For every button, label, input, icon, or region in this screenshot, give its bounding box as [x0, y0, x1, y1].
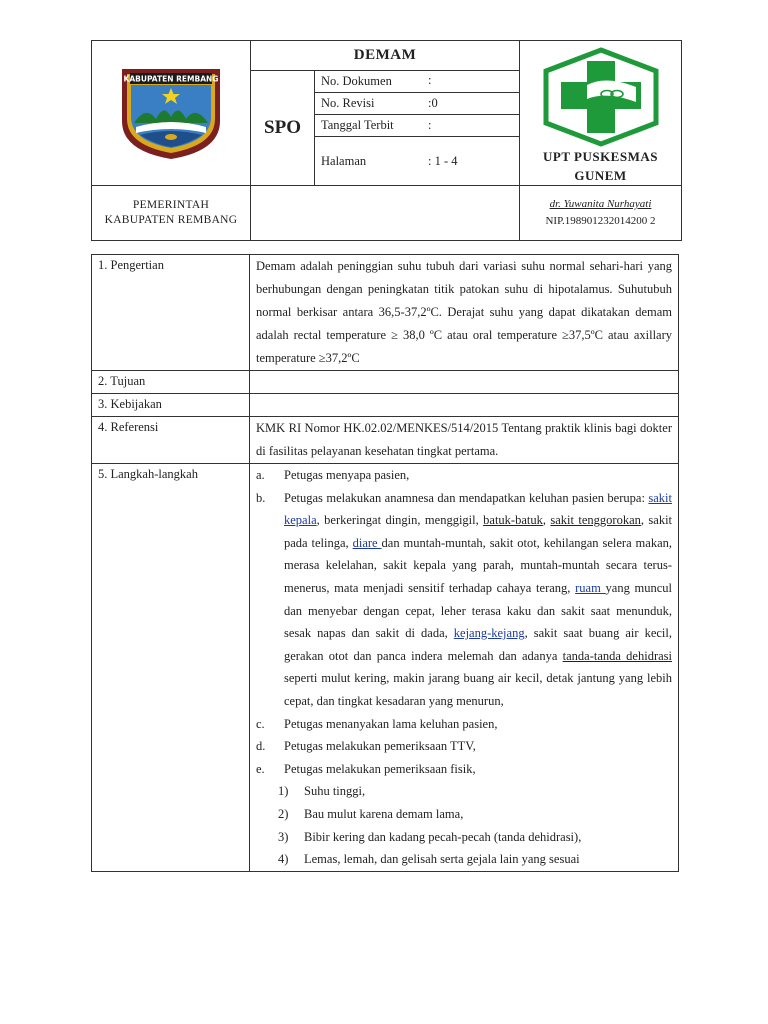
government-name: PEMERINTAH KABUPATEN REMBANG [92, 186, 251, 241]
meta-no-revisi: No. Revisi :0 [315, 93, 520, 115]
regency-logo-cell [92, 41, 251, 186]
step-e: e. Petugas melakukan pemeriksaan fisik, [256, 761, 476, 776]
step-a: a. Petugas menyapa pasien, [256, 468, 410, 482]
signer-name: dr. Yuwanita Nurhayati [549, 198, 652, 210]
puskesmas-name: UPT PUSKESMAS GUNEM [543, 149, 658, 183]
svg-text:KABUPATEN REMBANG: KABUPATEN REMBANG [123, 74, 219, 84]
link-batuk-batuk[interactable]: batuk-batuk [483, 513, 543, 528]
steps-cell [250, 464, 679, 872]
row-langkah [92, 464, 679, 872]
text-tujuan [250, 371, 679, 394]
row-pengertian [92, 255, 679, 371]
spo-content-table [91, 254, 679, 872]
rembang-regency-emblem [116, 61, 226, 161]
text-pengertian: Demam adalah peninggian suhu tubuh dari variasi suhu normal sehari-hari yang berhubungan dengan peningkatan titik patokan suhu di hipotalamus. Suhutubuh normal berkisar antara 36,5-37,2ºC. Derajat suhu yang dapat dikatakan demam adalah rectal temperature ≥ 38,0 ºC atau oral temperature ≥37,5ºC atau axillary temperature ≥37,2ºC [250, 255, 679, 371]
text-referensi: KMK RI Nomor HK.02.02/MENKES/514/2015 Tentang praktik klinis bagi dokter di fasilitas pelayanan kesehatan tingkat pertama. [250, 417, 679, 464]
meta-halaman: Halaman : 1 - 4 [315, 137, 520, 186]
label-pengertian: 1. Pengertian [92, 255, 250, 371]
exam-item-4: 4) Lemas, lemah, dan gelisah serta gejala lain yang sesuai [278, 852, 580, 867]
empty-cell [251, 186, 520, 241]
steps-list [256, 464, 672, 780]
row-tujuan [92, 371, 679, 394]
exam-item-1: 1) Suhu tinggi, [278, 784, 366, 799]
meta-tanggal-terbit: Tanggal Terbit : [315, 115, 520, 137]
label-kebijakan: 3. Kebijakan [92, 394, 250, 417]
physical-exam-list [256, 780, 672, 870]
label-tujuan: 2. Tujuan [92, 371, 250, 394]
exam-item-2: 2) Bau mulut karena demam lama, [278, 806, 464, 821]
signature-block [520, 186, 682, 241]
meta-no-dokumen: No. Dokumen : [315, 71, 520, 93]
link-diare[interactable]: diare [352, 535, 382, 550]
link-sakit-tenggorokan[interactable]: sakit tenggorokan [550, 513, 641, 528]
step-b: b. Petugas melakukan anamnesa dan mendapatkan keluhan pasien berupa: sakit kepala, berkeringat dingin, menggigil, batuk-batuk, sakit tenggorokan, sakit pada telinga, diare dan muntah-muntah, sakit otot, kehilangan selera makan, merasa kelelahan, sakit kepala yang parah, muntah-muntah secara terus-menerus, mata menjadi sensitif terhadap cahaya terang, ruam yang muncul dan menyebar dengan cepat, leher terasa kaku dan sakit saat menunduk, sesak napas dan sakit di dada, kejang-kejang, sakit saat buang air kecil, gerakan otot dan panca indera melemah dan adanya tanda-tanda dehidrasi seperti mulut kering, makin jarang buang air kecil, detak jantung yang lebih cepat, dan tingkat kesadaran yang menurun, [256, 490, 673, 708]
step-d: d. Petugas melakukan pemeriksaan TTV, [256, 739, 476, 754]
puskesmas-logo-cell [520, 41, 682, 186]
label-referensi: 4. Referensi [92, 417, 250, 464]
exam-item-3: 3) Bibir kering dan kadang pecah-pecah (tanda dehidrasi), [278, 829, 582, 844]
row-referensi [92, 417, 679, 464]
link-tanda-dehidrasi[interactable]: tanda-tanda dehidrasi [562, 648, 673, 663]
puskesmas-logo-icon [540, 47, 662, 147]
link-kejang-kejang[interactable]: kejang-kejang [453, 626, 525, 641]
header-table [91, 40, 682, 241]
link-sakit-kepala[interactable]: sakit kepala [284, 490, 672, 528]
document-title: DEMAM [251, 41, 520, 71]
text-kebijakan [250, 394, 679, 417]
link-ruam[interactable]: ruam [575, 580, 606, 595]
step-c: c. Petugas menanyakan lama keluhan pasien, [256, 716, 498, 731]
label-langkah: 5. Langkah-langkah [92, 464, 250, 872]
spo-label: SPO [251, 71, 315, 186]
row-kebijakan [92, 394, 679, 417]
signer-nip: NIP.198901232014200 2 [545, 215, 656, 227]
